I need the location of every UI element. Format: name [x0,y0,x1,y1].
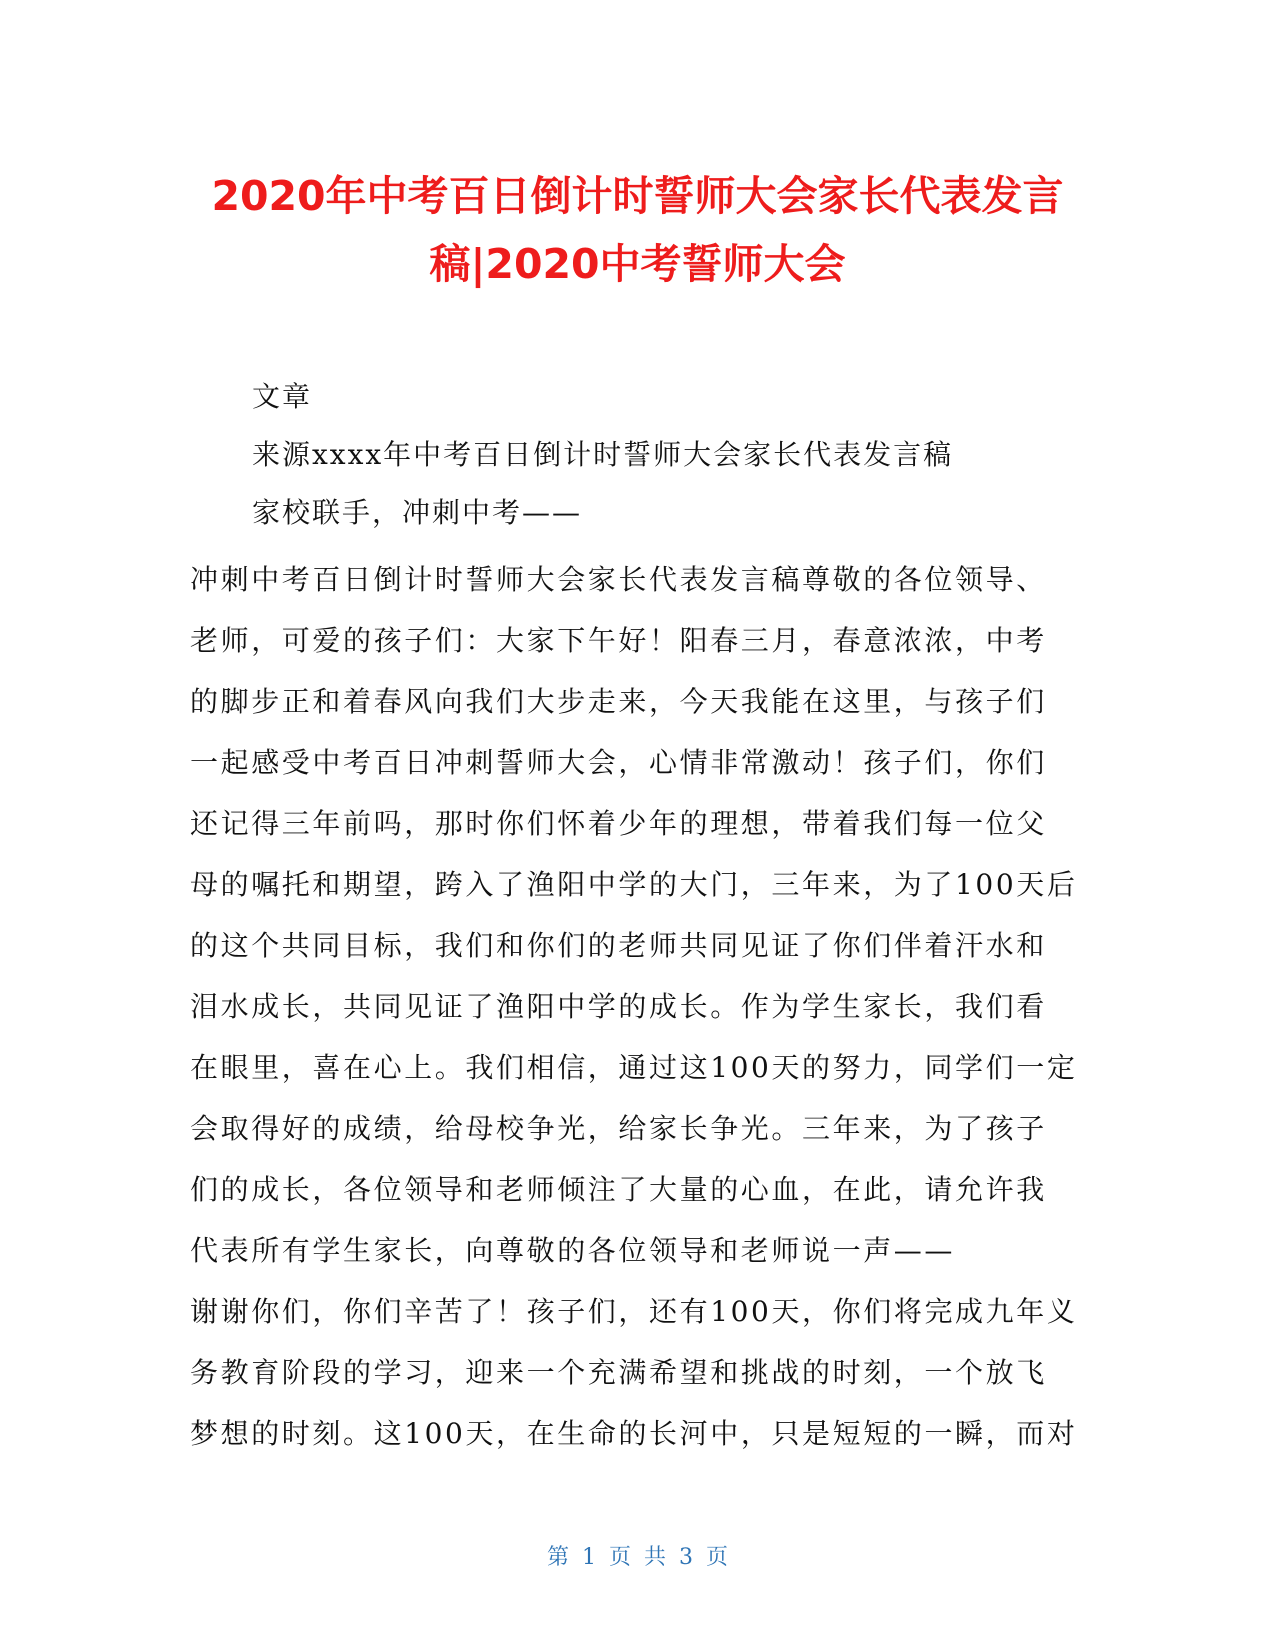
title-line-1: 2020年中考百日倒计时誓师大会家长代表发言 [211,172,1064,220]
speech-body [190,549,1080,1464]
body-line: 代表所有学生家长，向尊敬的各位领导和老师说一声—— [190,1234,956,1267]
document-title [150,162,1125,298]
body-line: 梦想的时刻。这100天，在生命的长河中，只是短短的一瞬，而对 [190,1417,1078,1450]
body-line: 的这个共同目标，我们和你们的老师共同见证了你们伴着汗水和 [190,929,1047,962]
title-line-2: 稿|2020中考誓师大会 [429,240,846,288]
page-number-footer: 第 1 页 共 3 页 [547,1545,728,1570]
body-line: 泪水成长，共同见证了渔阳中学的成长。作为学生家长，我们看 [190,990,1047,1023]
body-line: 务教育阶段的学习，迎来一个充满希望和挑战的时刻，一个放飞 [190,1356,1047,1389]
body-line: 一起感受中考百日冲刺誓师大会，心情非常激动！孩子们，你们 [190,746,1047,779]
intro-block [190,368,1080,542]
body-line: 们的成长，各位领导和老师倾注了大量的心血，在此，请允许我 [190,1173,1047,1206]
intro-line-source: 来源xxxx年中考百日倒计时誓师大会家长代表发言稿 [252,438,954,471]
body-line: 冲刺中考百日倒计时誓师大会家长代表发言稿尊敬的各位领导、 [190,563,1047,596]
body-line: 母的嘱托和期望，跨入了渔阳中学的大门，三年来，为了100天后 [190,868,1078,901]
body-line: 在眼里，喜在心上。我们相信，通过这100天的努力，同学们一定 [190,1051,1078,1084]
intro-line-article: 文章 [252,380,313,413]
body-line: 谢谢你们，你们辛苦了！孩子们，还有100天，你们将完成九年义 [190,1295,1078,1328]
body-line: 会取得好的成绩，给母校争光，给家长争光。三年来，为了孩子 [190,1112,1047,1145]
body-line: 老师，可爱的孩子们：大家下午好！阳春三月，春意浓浓，中考 [190,624,1047,657]
body-line: 的脚步正和着春风向我们大步走来，今天我能在这里，与孩子们 [190,685,1047,718]
body-line: 还记得三年前吗，那时你们怀着少年的理想，带着我们每一位父 [190,807,1047,840]
intro-line-slogan: 家校联手，冲刺中考—— [252,496,583,529]
